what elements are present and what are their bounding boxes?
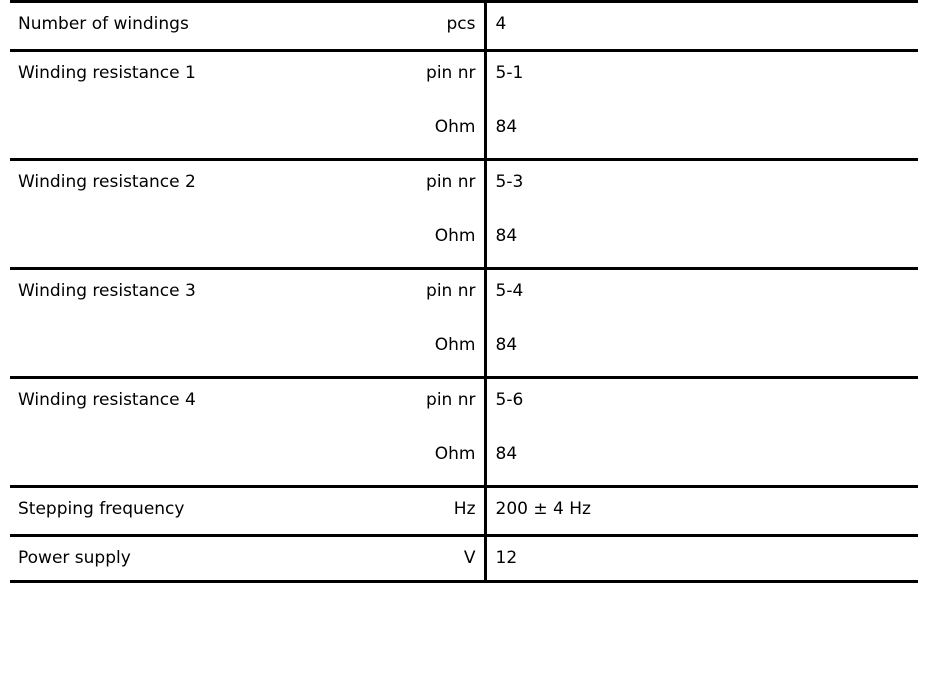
row-unit: Hz xyxy=(420,487,485,536)
row-label: Stepping frequency xyxy=(18,499,185,519)
row-unit: Ohm xyxy=(420,204,485,269)
table-row xyxy=(10,422,918,487)
row-value: 200 ± 4 Hz xyxy=(495,499,591,519)
row-label xyxy=(10,95,420,160)
row-unit: pcs xyxy=(420,2,485,51)
row-value: 84 xyxy=(495,117,518,137)
row-unit: pin nr xyxy=(420,51,485,96)
row-unit: Ohm xyxy=(420,422,485,487)
table-row xyxy=(10,536,918,582)
specifications-table xyxy=(10,0,918,583)
row-value: 84 xyxy=(495,226,518,246)
table-row xyxy=(10,269,918,314)
row-value: 5-4 xyxy=(495,281,524,301)
row-label: Winding resistance 3 xyxy=(18,281,196,301)
row-unit: pin nr xyxy=(420,269,485,314)
row-unit: V xyxy=(420,536,485,582)
row-label xyxy=(10,313,420,378)
row-value: 4 xyxy=(495,14,507,34)
row-value: 84 xyxy=(495,335,518,355)
table-row xyxy=(10,487,918,536)
table-row xyxy=(10,378,918,423)
row-value: 5-3 xyxy=(495,172,524,192)
table-body xyxy=(10,2,918,582)
table-row xyxy=(10,51,918,96)
table-row xyxy=(10,95,918,160)
row-label xyxy=(10,422,420,487)
row-label: Winding resistance 2 xyxy=(18,172,196,192)
row-label: Winding resistance 4 xyxy=(18,390,196,410)
row-label: Power supply xyxy=(18,548,131,568)
row-unit: Ohm xyxy=(420,313,485,378)
table-row xyxy=(10,204,918,269)
row-unit: pin nr xyxy=(420,160,485,205)
row-label xyxy=(10,204,420,269)
row-value: 5-1 xyxy=(495,63,524,83)
row-label: Number of windings xyxy=(18,14,189,34)
table-row xyxy=(10,160,918,205)
row-unit: Ohm xyxy=(420,95,485,160)
row-value: 5-6 xyxy=(495,390,524,410)
table-row xyxy=(10,313,918,378)
row-label: Winding resistance 1 xyxy=(18,63,196,83)
row-value: 84 xyxy=(495,444,518,464)
row-unit: pin nr xyxy=(420,378,485,423)
row-value: 12 xyxy=(495,548,518,568)
table-row xyxy=(10,2,918,51)
